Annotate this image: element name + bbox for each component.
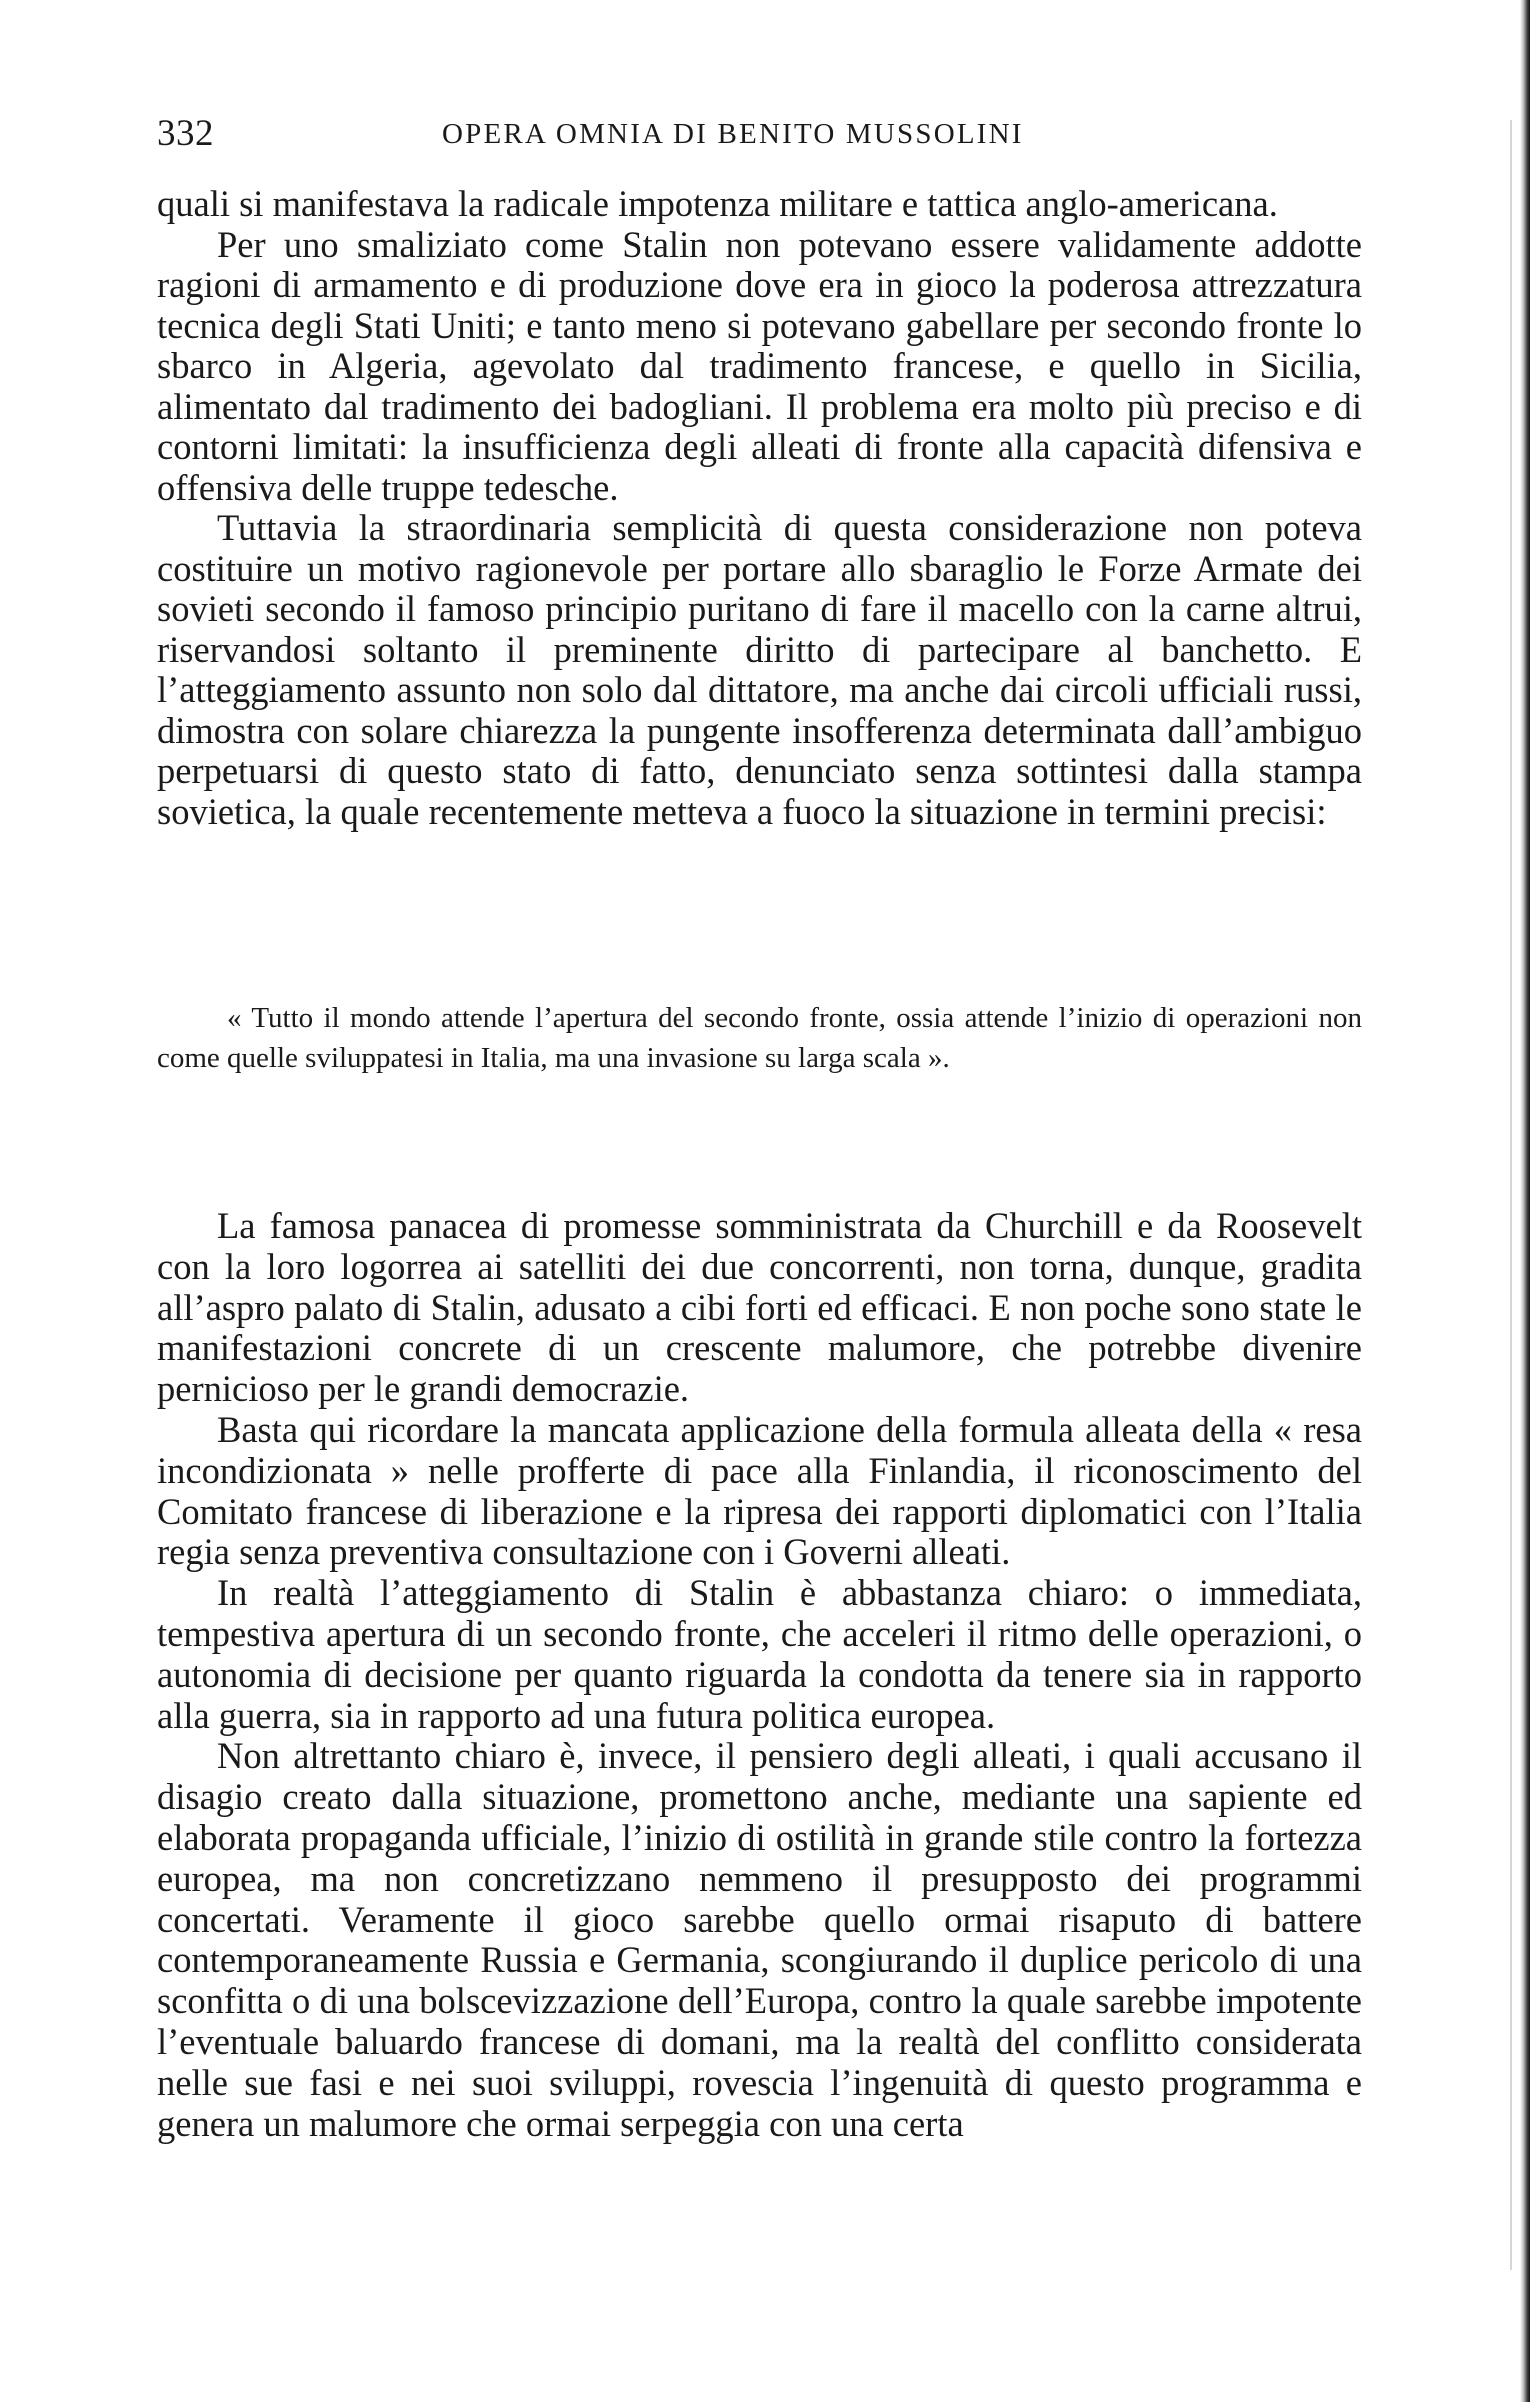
body-text-top	[157, 184, 1362, 832]
paragraph: La famosa panacea di promesse somministrata da Churchill e da Roosevelt con la loro logorrea ai satelliti dei due concorrenti, non torna, dunque, gradita all’aspro palato di Stalin, adusato a cibi forti ed efficaci. E non poche sono state le manifestazioni concrete di un crescente malumore, che potrebbe divenire pernicioso per le grandi democrazie.	[157, 1205, 1362, 1410]
quote-text: « Tutto il mondo attende l’apertura del secondo fronte, ossia attende l’inizio di operazioni non come quelle sviluppatesi in Italia, ma una invasione su larga scala ».	[157, 1002, 1362, 1074]
paragraph: In realtà l’atteggiamento di Stalin è abbastanza chiaro: o immediata, tempestiva apertura di un secondo fronte, che acceleri il ritmo delle operazioni, o autonomia di decisione per quanto riguarda la condotta da tenere sia in rapporto alla guerra, sia in rapporto ad una futura politica europea.	[157, 1572, 1362, 1736]
scan-edge-line	[1510, 120, 1512, 2270]
running-title: OPERA OMNIA DI BENITO MUSSOLINI	[442, 118, 1024, 150]
body-text-bottom	[157, 1206, 1362, 2144]
block-quote	[157, 998, 1362, 1078]
paragraph: Per uno smaliziato come Stalin non potevano essere validamente addotte ragioni di armamento e di produzione dove era in gioco la poderosa attrezzatura tecnica degli Stati Uniti; e tanto meno si potevano gabellare per secondo fronte lo sbarco in Algeria, agevolato dal tradimento francese, e quello in Sicilia, alimentato dal tradimento dei badogliani. Il problema era molto più preciso e di contorni limitati: la insufficienza degli alleati di fronte alla capacità difensiva e offensiva delle truppe tedesche.	[157, 223, 1362, 508]
paragraph: Basta qui ricordare la mancata applicazione della formula alleata della « resa incondizionata » nelle profferte di pace alla Finlandia, il riconoscimento del Comitato francese di liberazione e la ripresa dei rapporti diplomatici con l’Italia regia senza preventiva consultazione con i Governi alleati.	[157, 1408, 1362, 1573]
scan-edge-shadow	[1520, 0, 1530, 2402]
page-header	[157, 112, 1362, 162]
paragraph: quali si manifestava la radicale impotenza militare e tattica anglo-americana.	[157, 183, 1278, 224]
paragraph: Non altrettanto chiaro è, invece, il pensiero degli alleati, i quali accusano il disagio creato dalla situazione, promettono anche, mediante una sapiente ed elaborata propaganda ufficiale, l’inizio di ostilità in grande stile contro la fortezza europea, ma non concretizzano nemmeno il presupposto dei programmi concertati. Veramente il gioco sarebbe quello ormai risaputo di battere contemporaneamente Russia e Germania, scongiurando il duplice pericolo di una sconfitta o di una bolscevizzazione dell’Europa, contro la quale sarebbe impotente l’eventuale baluardo francese di domani, ma la realtà del conflitto considerata nelle sue fasi e nei suoi sviluppi, rovescia l’ingenuità di questo programma e genera un malumore che ormai serpeggia con una certa	[157, 1735, 1362, 2144]
page-number: 332	[157, 113, 214, 154]
paragraph: Tuttavia la straordinaria semplicità di questa considerazione non poteva costituire un motivo ragionevole per portare allo sbaraglio le Forze Armate dei sovieti secondo il famoso principio puritano di fare il macello con la carne altrui, riservandosi soltanto il preminente diritto di partecipare al banchetto. E l’atteggiamento assunto non solo dal dittatore, ma anche dai circoli ufficiali russi, dimostra con solare chiarezza la pungente insofferenza determinata dall’ambiguo perpetuarsi di questo stato di fatto, denunciato senza sottintesi dalla stampa sovietica, la quale recentemente metteva a fuoco la situazione in termini precisi:	[157, 507, 1362, 832]
